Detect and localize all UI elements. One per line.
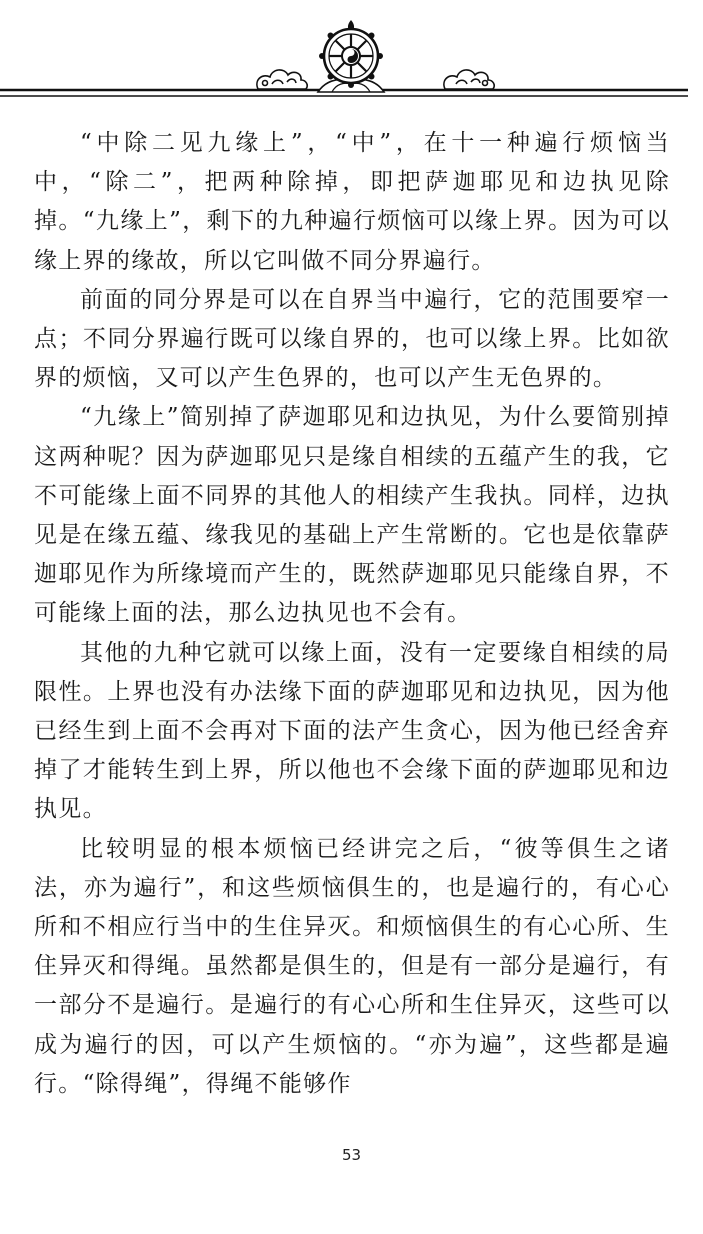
paragraph: 前面的同分界是可以在自界当中遍行，它的范围要窄一点；不同分界遍行既可以缘自界的，也可以缘上界。比如欲界的烦恼，又可以产生色界的，也可以产生无色界的。 bbox=[34, 286, 670, 392]
paragraph: 其他的九种它就可以缘上面，没有一定要缘自相续的局限性。上界也没有办法缘下面的萨迦耶见和边执见，因为他已经生到上面不会再对下面的法产生贪心，因为他已经舍弃掉了才能转生到上界，所以他也不会缘下面的萨迦耶见和边执见。 bbox=[34, 639, 670, 823]
paragraph: “中除二见九缘上”，“中”，在十一种遍行烦恼当中，“除二”，把两种除掉，即把萨迦耶见和边执见除掉。“九缘上”，剩下的九种遍行烦恼可以缘上界。因为可以缘上界的缘故，所以它叫做不同分界遍行。 bbox=[34, 130, 670, 274]
header-ornament bbox=[0, 0, 703, 110]
document-body bbox=[34, 124, 670, 1104]
dharma-wheel-icon bbox=[318, 20, 384, 92]
page-number: 53 bbox=[341, 1146, 362, 1164]
page-header bbox=[0, 0, 703, 110]
auspicious-cloud-icon bbox=[444, 70, 494, 89]
paragraph: 比较明显的根本烦恼已经讲完之后，“彼等俱生之诸法，亦为遍行”，和这些烦恼俱生的，也是遍行的，有心心所和不相应行当中的生住异灭。和烦恼俱生的有心心所、生住异灭和得绳。虽然都是俱生的，但是有一部分是遍行，有一部分不是遍行。是遍行的有心心所和生住异灭，这些可以成为遍行的因，可以产生烦恼的。“亦为遍”，这些都是遍行。“除得绳”，得绳不能够作 bbox=[34, 835, 670, 1097]
paragraph: “九缘上”简别掉了萨迦耶见和边执见，为什么要简别掉这两种呢？因为萨迦耶见只是缘自相续的五蕴产生的我，它不可能缘上面不同界的其他人的相续产生我执。同样，边执见是在缘五蕴、缘我见的基础上产生常断的。它也是依靠萨迦耶见作为所缘境而产生的，既然萨迦耶见只能缘自界，不可能缘上面的法，那么边执见也不会有。 bbox=[34, 404, 670, 627]
auspicious-cloud-icon bbox=[257, 70, 307, 89]
